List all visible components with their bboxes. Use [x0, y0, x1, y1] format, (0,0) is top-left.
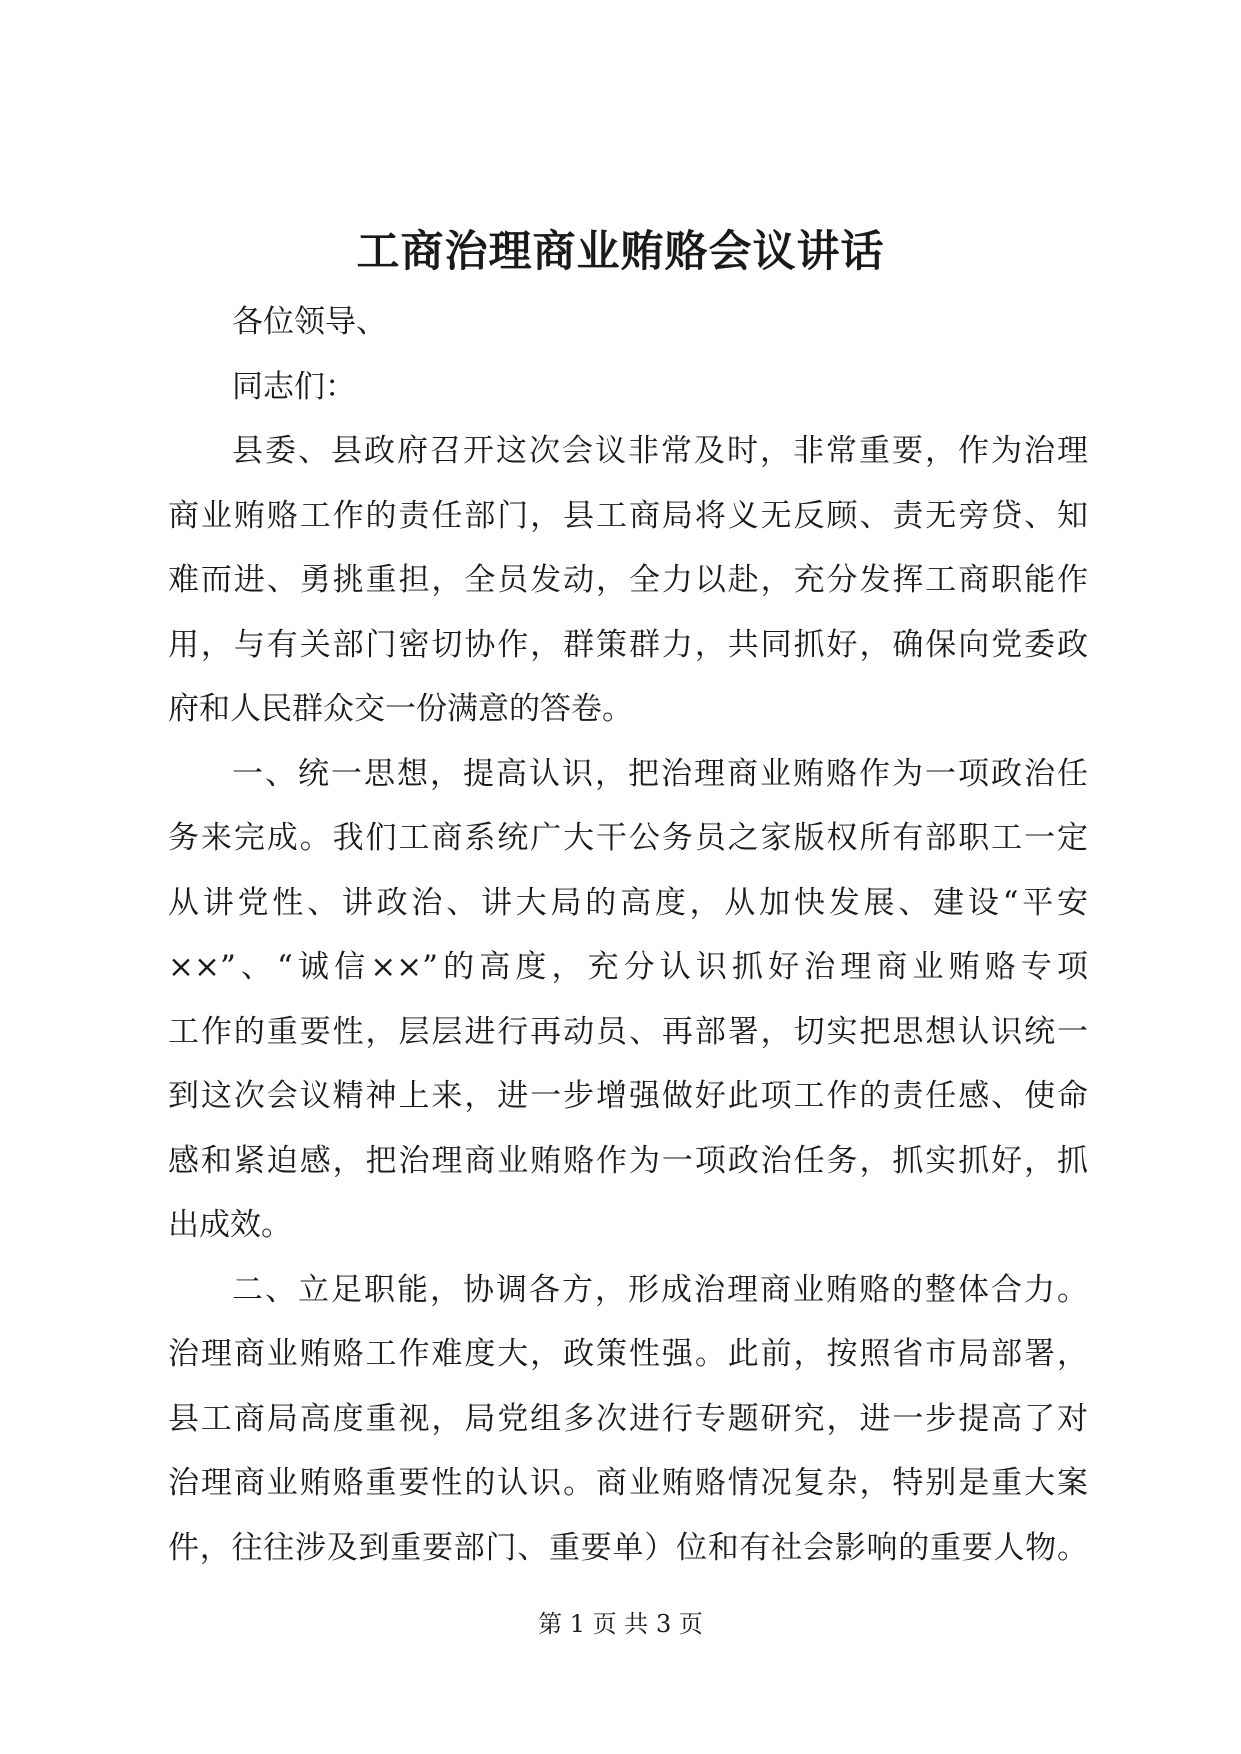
- document-title: 工商治理商业贿赂会议讲话: [356, 227, 885, 277]
- paragraph-line: 商业贿赂工作的责任部门，县工商局将义无反顾、责无旁贷、知: [168, 497, 1088, 534]
- paragraph-line: 到这次会议精神上来，进一步增强做好此项工作的责任感、使命: [168, 1078, 1088, 1114]
- salutation-line: 同志们：: [232, 368, 356, 405]
- paragraph-line: 二、立足职能，协调各方，形成治理商业贿赂的整体合力。: [232, 1271, 1088, 1308]
- paragraph-line: 出成效。: [168, 1207, 292, 1243]
- paragraph-line: 县工商局高度重视，局党组多次进行专题研究，进一步提高了对: [168, 1400, 1088, 1437]
- paragraph-line: 一、统一思想，提高认识，把治理商业贿赂作为一项政治任: [232, 755, 1088, 792]
- paragraph-line: 件，往往涉及到重要部门、重要单）位和有社会影响的重要人物。: [168, 1529, 1088, 1566]
- paragraph-line: 府和人民群众交一份满意的答卷。: [168, 691, 633, 727]
- paragraph-line: 工作的重要性，层层进行再动员、再部署，切实把思想认识统一: [168, 1013, 1088, 1050]
- paragraph-line: 治理商业贿赂重要性的认识。商业贿赂情况复杂，特别是重大案: [168, 1465, 1088, 1501]
- salutation-line: 各位领导、: [232, 304, 387, 340]
- paragraph-line: 务来完成。我们工商系统广大干公务员之家版权所有部职工一定: [168, 820, 1088, 856]
- paragraph-line: 难而进、勇挑重担，全员发动，全力以赴，充分发挥工商职能作: [168, 562, 1088, 598]
- paragraph-line: 感和紧迫感，把治理商业贿赂作为一项政治任务，抓实抓好，抓: [168, 1142, 1088, 1179]
- paragraph-line: 从讲党性、讲政治、讲大局的高度，从加快发展、建设“平安: [168, 884, 1088, 921]
- paragraph-line: 县委、县政府召开这次会议非常及时，非常重要，作为治理: [232, 433, 1088, 469]
- document-body: [168, 290, 1088, 1580]
- paragraph-line: ××”、“诚信××”的高度，充分认识抓好治理商业贿赂专项: [168, 949, 1088, 985]
- paragraph-line: 用，与有关部门密切协作，群策群力，共同抓好，确保向党委政: [168, 626, 1088, 663]
- paragraph-line: 治理商业贿赂工作难度大，政策性强。此前，按照省市局部署，: [168, 1336, 1088, 1372]
- page-footer: 第 1 页 共 3 页: [538, 1610, 703, 1638]
